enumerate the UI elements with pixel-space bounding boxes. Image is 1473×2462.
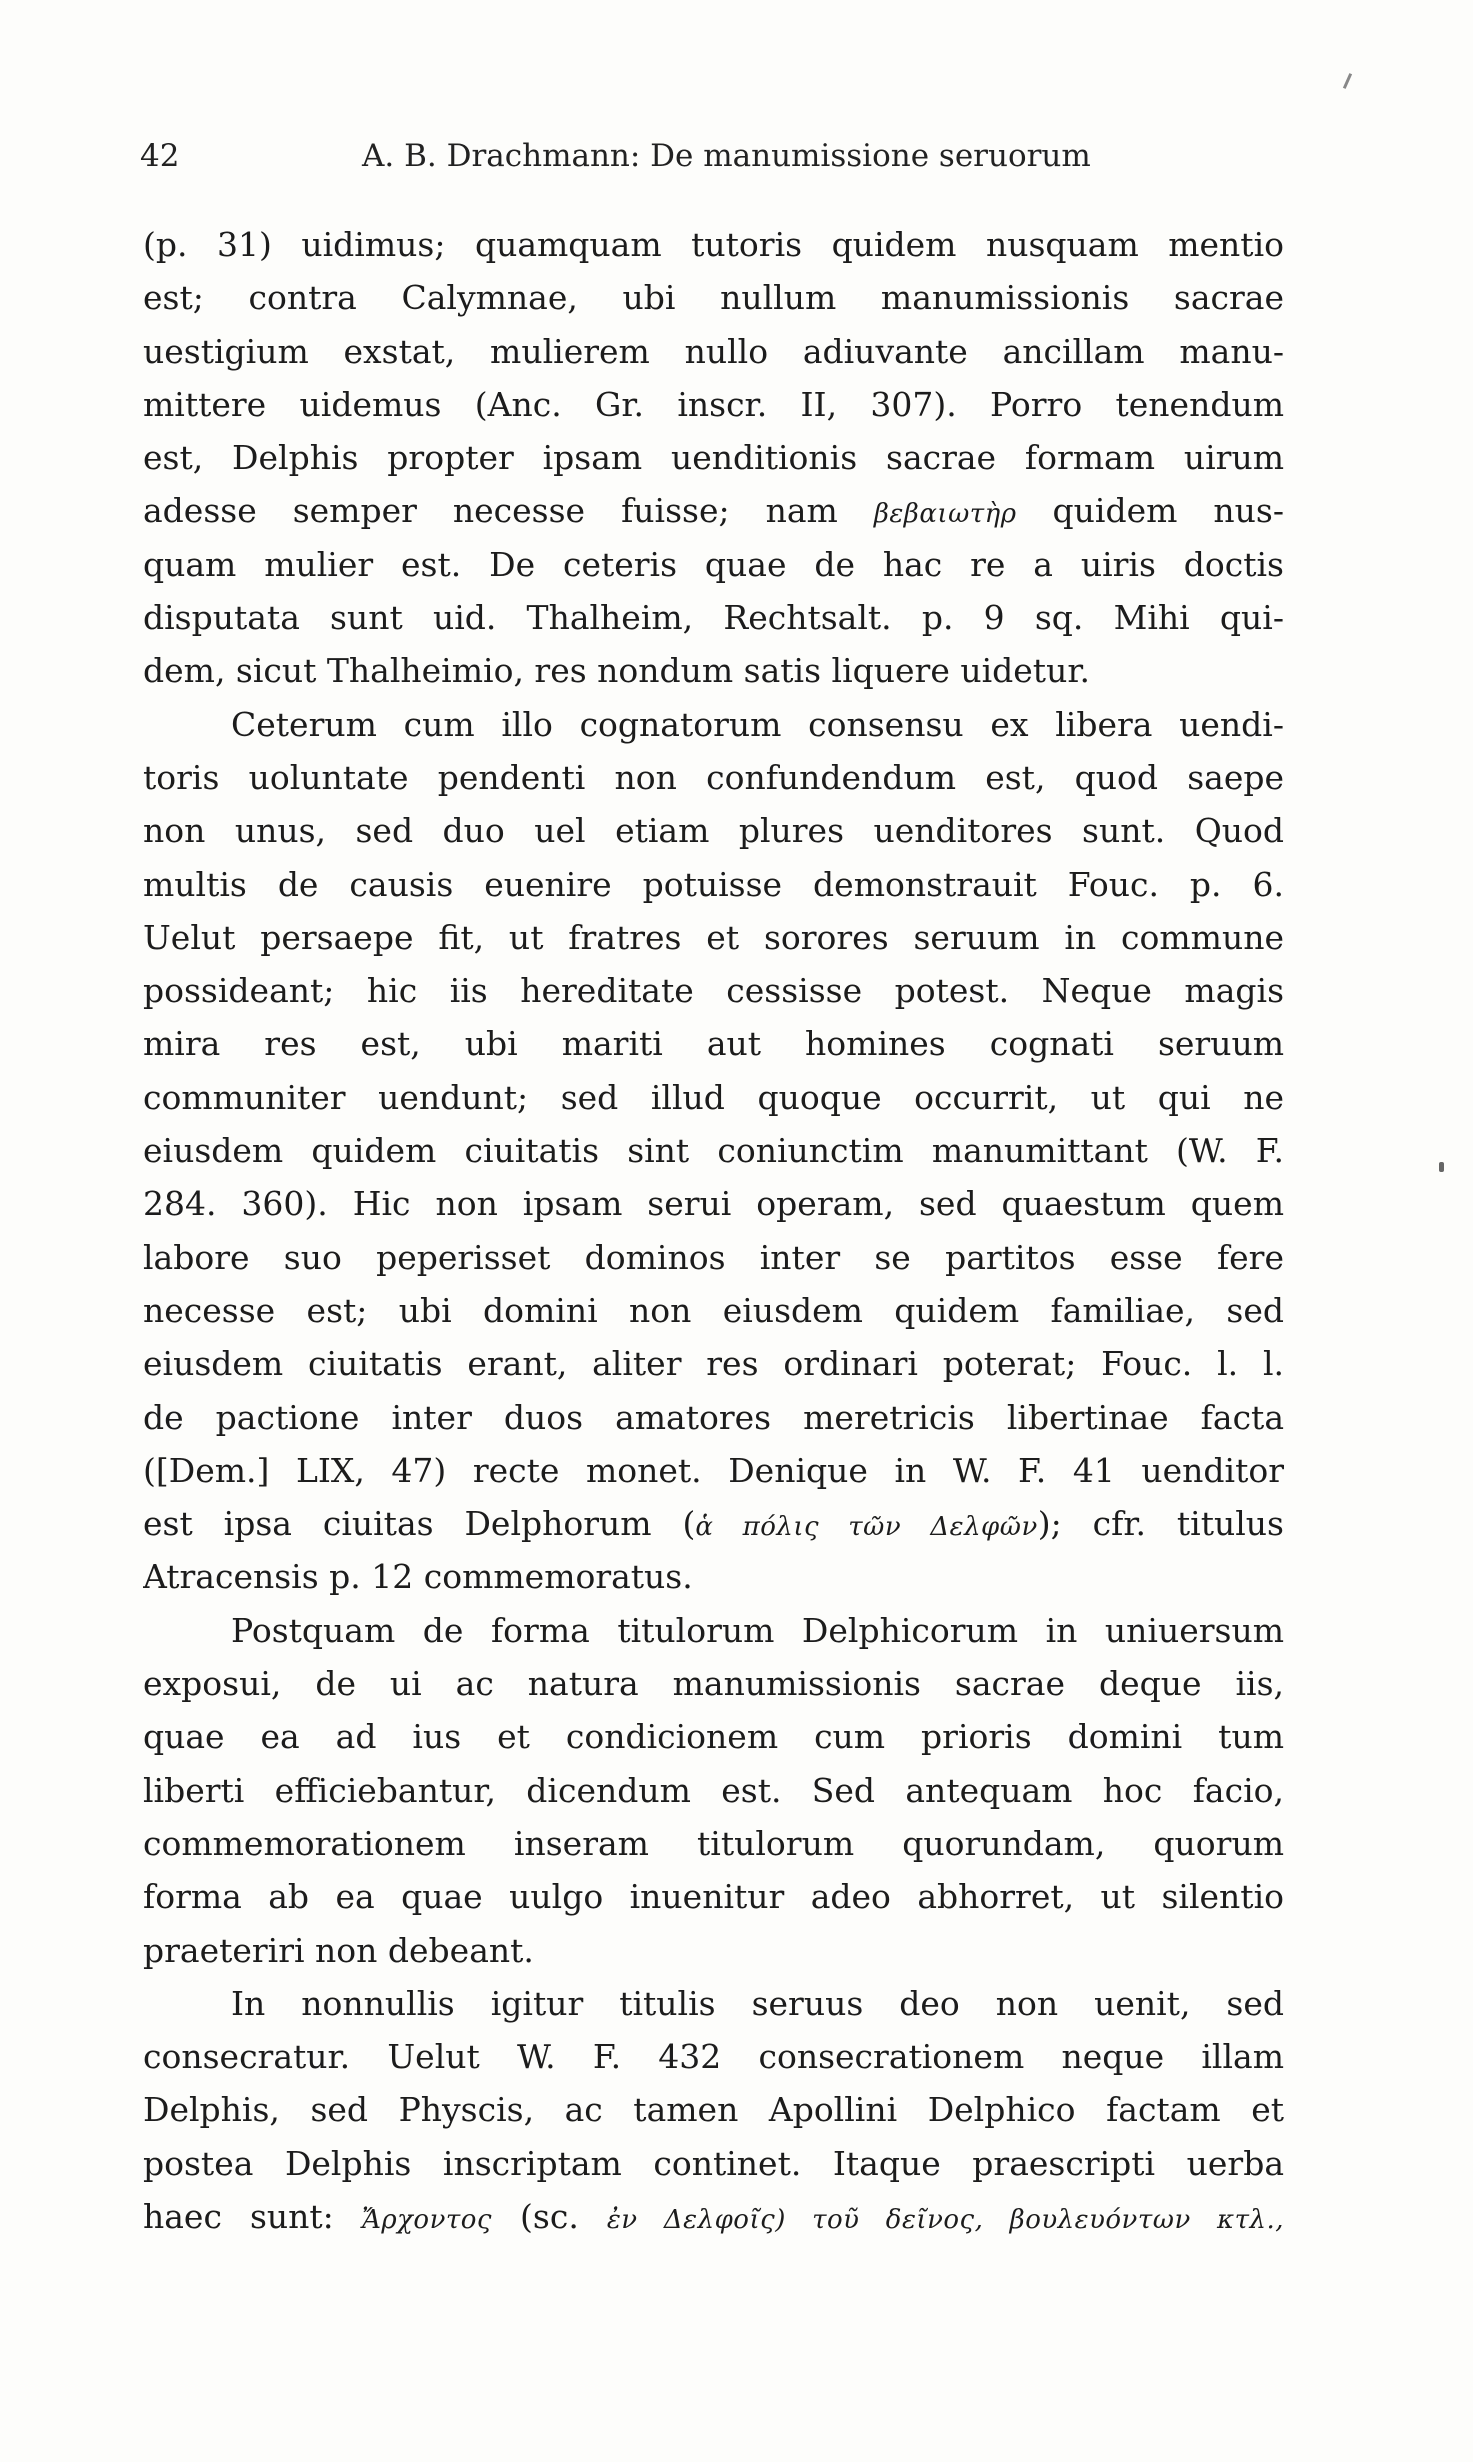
text-line: 284. 360). Hic non ipsam serui operam, sed quaestum quem — [143, 1184, 1284, 1224]
text-line: exposui, de ui ac natura manumissionis sacrae deque iis, — [143, 1664, 1284, 1704]
text-line: Uelut persaepe fit, ut fratres et sorores seruum in commune — [143, 917, 1284, 957]
body-text — [143, 218, 1284, 2243]
text-line: non unus, sed duo uel etiam plures uenditores sunt. Quod — [143, 811, 1284, 851]
text-line: Atracensis p. 12 commemoratus. — [143, 1557, 693, 1597]
text-line: est, Delphis propter ipsam uenditionis sacrae formam uirum — [143, 438, 1284, 478]
text-line: (p. 31) uidimus; quamquam tutoris quidem nusquam mentio — [143, 225, 1284, 264]
running-head — [140, 138, 1100, 188]
text-line: mittere uidemus (Anc. Gr. inscr. II, 307). Porro tenendum — [143, 384, 1284, 424]
text-line: quae ea ad ius et condicionem cum prioris domini tum — [143, 1717, 1284, 1757]
greek-text: ἐν Δελφοῖς) τοῦ δεῖνος, βουλευόντων κτλ., — [606, 2204, 1284, 2235]
text-line: commemorationem inseram titulorum quorundam, quorum — [143, 1823, 1284, 1863]
text-line — [143, 2190, 1284, 2243]
text-line: consecratur. Uelut W. F. 432 consecrationem neque illam — [143, 2037, 1284, 2077]
text-line: toris uoluntate pendenti non confundendum est, quod saepe — [143, 757, 1284, 797]
text-line: est; contra Calymnae, ubi nullum manumissionis sacrae — [143, 278, 1284, 318]
page-number: 42 — [140, 138, 180, 174]
text-line: Delphis, sed Physcis, ac tamen Apollini Delphico factam et — [143, 2090, 1284, 2130]
margin-dot-mark — [1439, 1162, 1444, 1172]
text-line: eiusdem ciuitatis erant, aliter res ordinari poterat; Fouc. l. l. — [143, 1344, 1284, 1384]
text-line: In nonnullis igitur titulis seruus deo non uenit, sed — [231, 1983, 1284, 2023]
text-line: Ceterum cum illo cognatorum consensu ex libera uendi- — [231, 704, 1284, 744]
text-line: Postquam de forma titulorum Delphicorum in uniuersum — [231, 1610, 1284, 1650]
text-segment: quidem nus- — [1016, 491, 1284, 531]
text-line: forma ab ea quae uulgo inuenitur adeo abhorret, ut silentio — [143, 1877, 1284, 1917]
text-line: communiter uendunt; sed illud quoque occurrit, ut qui ne — [143, 1077, 1284, 1117]
margin-stroke-mark — [1343, 73, 1352, 89]
text-line: uestigium exstat, mulierem nullo adiuvante ancillam manu- — [143, 331, 1284, 371]
text-segment: (sc. — [492, 2196, 607, 2236]
greek-text: ἁ πόλις τῶν Δελφῶν — [695, 1512, 1038, 1543]
text-line: quam mulier est. De ceteris quae de hac re a uiris doctis — [143, 544, 1284, 584]
text-line: mira res est, ubi mariti aut homines cognati seruum — [143, 1024, 1284, 1064]
text-segment: haec sunt: — [143, 2196, 362, 2236]
running-title: A. B. Drachmann: De manumissione seruorum — [362, 138, 1091, 174]
text-line: ([Dem.] LIX, 47) recte monet. Denique in W. F. 41 uenditor — [143, 1450, 1284, 1490]
greek-text: βεβαιωτὴρ — [873, 499, 1017, 530]
text-line: labore suo peperisset dominos inter se partitos esse fere — [143, 1237, 1284, 1277]
text-segment: est ipsa ciuitas Delphorum ( — [143, 1504, 696, 1544]
text-line: eiusdem quidem ciuitatis sint coniunctim manumittant (W. F. — [143, 1131, 1284, 1171]
text-line: necesse est; ubi domini non eiusdem quidem familiae, sed — [143, 1290, 1284, 1330]
text-line: praeteriri non debeant. — [143, 1930, 534, 1970]
text-line: disputata sunt uid. Thalheim, Rechtsalt. p. 9 sq. Mihi qui- — [143, 598, 1284, 638]
text-segment: adesse semper necesse fuisse; nam — [143, 491, 874, 531]
text-line: liberti efficiebantur, dicendum est. Sed antequam hoc facio, — [143, 1770, 1284, 1810]
text-line: dem, sicut Thalheimio, res nondum satis liquere uidetur. — [143, 651, 1090, 691]
text-line: de pactione inter duos amatores meretricis libertinae facta — [143, 1397, 1284, 1437]
text-line — [143, 1497, 1284, 1550]
text-segment: ); cfr. titulus — [1037, 1504, 1284, 1544]
text-line: postea Delphis inscriptam continet. Itaque praescripti uerba — [143, 2143, 1284, 2183]
text-line: possideant; hic iis hereditate cessisse potest. Neque magis — [143, 971, 1284, 1011]
text-line — [143, 484, 1284, 537]
greek-text: Ἄρχοντος — [361, 2204, 492, 2235]
text-line: multis de causis euenire potuisse demonstrauit Fouc. p. 6. — [143, 864, 1284, 904]
